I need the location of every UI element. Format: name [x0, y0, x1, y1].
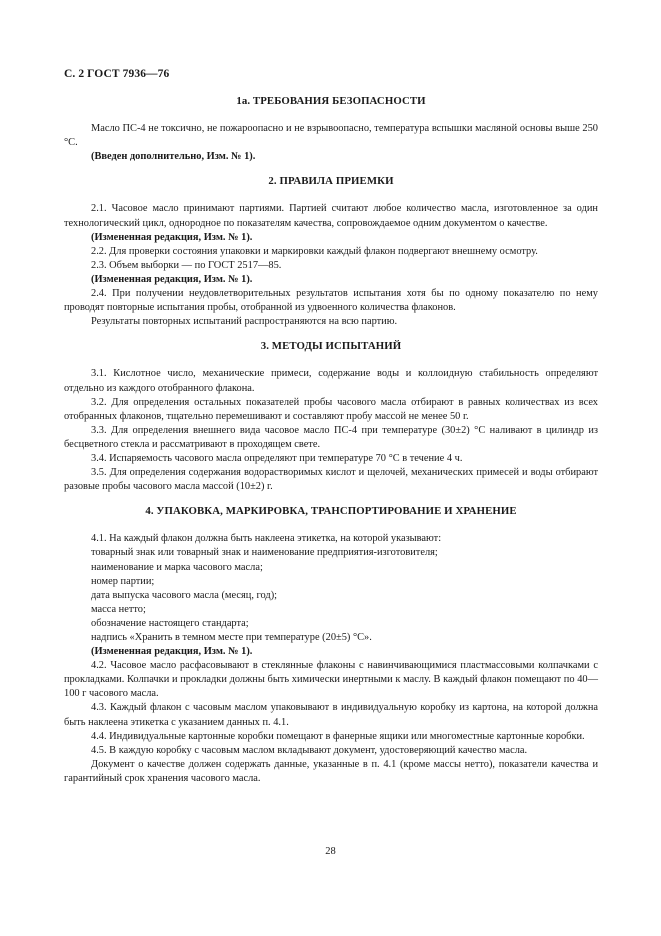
section-1a-title: 1а. ТРЕБОВАНИЯ БЕЗОПАСНОСТИ	[236, 95, 426, 107]
section-3-title: 3. МЕТОДЫ ИСПЫТАНИЙ	[260, 340, 402, 353]
amendment-note: (Измененная редакция, Изм. № 1).	[91, 273, 253, 285]
paragraph: 4.4. Индивидуальные картонные коробки помещают в фанерные ящики или многоместные картонные коробки.	[91, 730, 585, 742]
paragraph: 3.2. Для определения остальных показателей пробы часового масла отбирают в равных количествах из всех отобранных флаконов, тщательно перемешивают и составляют пробу массой не менее 50 г.	[64, 396, 598, 422]
page-content	[64, 94, 598, 786]
paragraph: 2.1. Часовое масло принимают партиями. Партией считают любое количество масла, изготовленное за один технологический цикл, однородное по показателям качества, сопровождаемое одним документом о качестве.	[64, 203, 598, 229]
paragraph: 2.4. При получении неудовлетворительных результатов испытания хотя бы по одному показателю по нему проводят повторные испытания пробы, отобранной из удвоенного количества флаконов.	[64, 288, 598, 314]
list-item: масса нетто;	[91, 603, 146, 615]
paragraph: 4.3. Каждый флакон с часовым маслом упаковывают в индивидуальную коробку из картона, на которой должна быть наклеена этикетка с указанием данных п. 4.1.	[64, 702, 598, 728]
amendment-note: (Измененная редакция, Изм. № 1).	[91, 646, 253, 658]
section-2-title: 2. ПРАВИЛА ПРИЕМКИ	[268, 175, 394, 188]
paragraph: 4.5. В каждую коробку с часовым маслом вкладывают документ, удостоверяющий качество масла.	[91, 744, 528, 756]
paragraph: 4.1. На каждый флакон должна быть наклеена этикетка, на которой указывают:	[91, 533, 442, 545]
list-item: товарный знак или товарный знак и наименование предприятия-изготовителя;	[91, 547, 438, 559]
paragraph: Масло ПС-4 не токсично, не пожароопасно и не взрывоопасно, температура вспышки масляной основы выше 250 °С.	[64, 123, 598, 149]
amendment-note: (Введен дополнительно, Изм. № 1).	[91, 151, 256, 163]
paragraph: 3.3. Для определения внешнего вида часовое масло ПС-4 при температуре (30±2) °С наливают в цилиндр из бесцветного стекла и рассматривают в проходящем свете.	[64, 424, 598, 450]
paragraph: 3.5. Для определения содержания водорастворимых кислот и щелочей, механических примесей и воды отбирают разовые пробы часового масла массой (10±2) г.	[64, 467, 598, 493]
paragraph: Результаты повторных испытаний распространяются на всю партию.	[91, 316, 398, 328]
paragraph: 2.3. Объем выборки — по ГОСТ 2517—85.	[91, 259, 282, 271]
page-number: 28	[325, 846, 336, 857]
paragraph: 2.2. Для проверки состояния упаковки и маркировки каждый флакон подвергают внешнему осмотру.	[91, 245, 538, 257]
page-header: С. 2 ГОСТ 7936—76	[64, 68, 170, 80]
list-item: надпись «Хранить в темном месте при температуре (20±5) °С».	[91, 632, 372, 643]
paragraph: 4.2. Часовое масло расфасовывают в стеклянные флаконы с навинчивающимися пластмассовыми колпачками с прокладками. Колпачки и прокладки должны быть химически инертными к маслу. В каждый флакон помещают по 40—100 г часового масла.	[64, 660, 598, 700]
list-item: дата выпуска часового масла (месяц, год);	[91, 589, 278, 601]
list-item: номер партии;	[91, 575, 155, 587]
section-4-title: 4. УПАКОВКА, МАРКИРОВКА, ТРАНСПОРТИРОВАНИЕ И ХРАНЕНИЕ	[145, 505, 517, 518]
paragraph: 3.4. Испаряемость часового масла определяют при температуре 70 °С в течение 4 ч.	[91, 452, 463, 464]
list-item: наименование и марка часового масла;	[91, 561, 263, 573]
paragraph: Документ о качестве должен содержать данные, указанные в п. 4.1 (кроме массы нетто), показатели качества и гарантийный срок хранения часового масла.	[64, 758, 598, 784]
list-item: обозначение настоящего стандарта;	[91, 617, 249, 629]
paragraph: 3.1. Кислотное число, механические примеси, содержание воды и коллоидную стабильность определяют отдельно из каждого отобранного флакона.	[64, 368, 598, 394]
amendment-note: (Измененная редакция, Изм. № 1).	[91, 231, 253, 243]
